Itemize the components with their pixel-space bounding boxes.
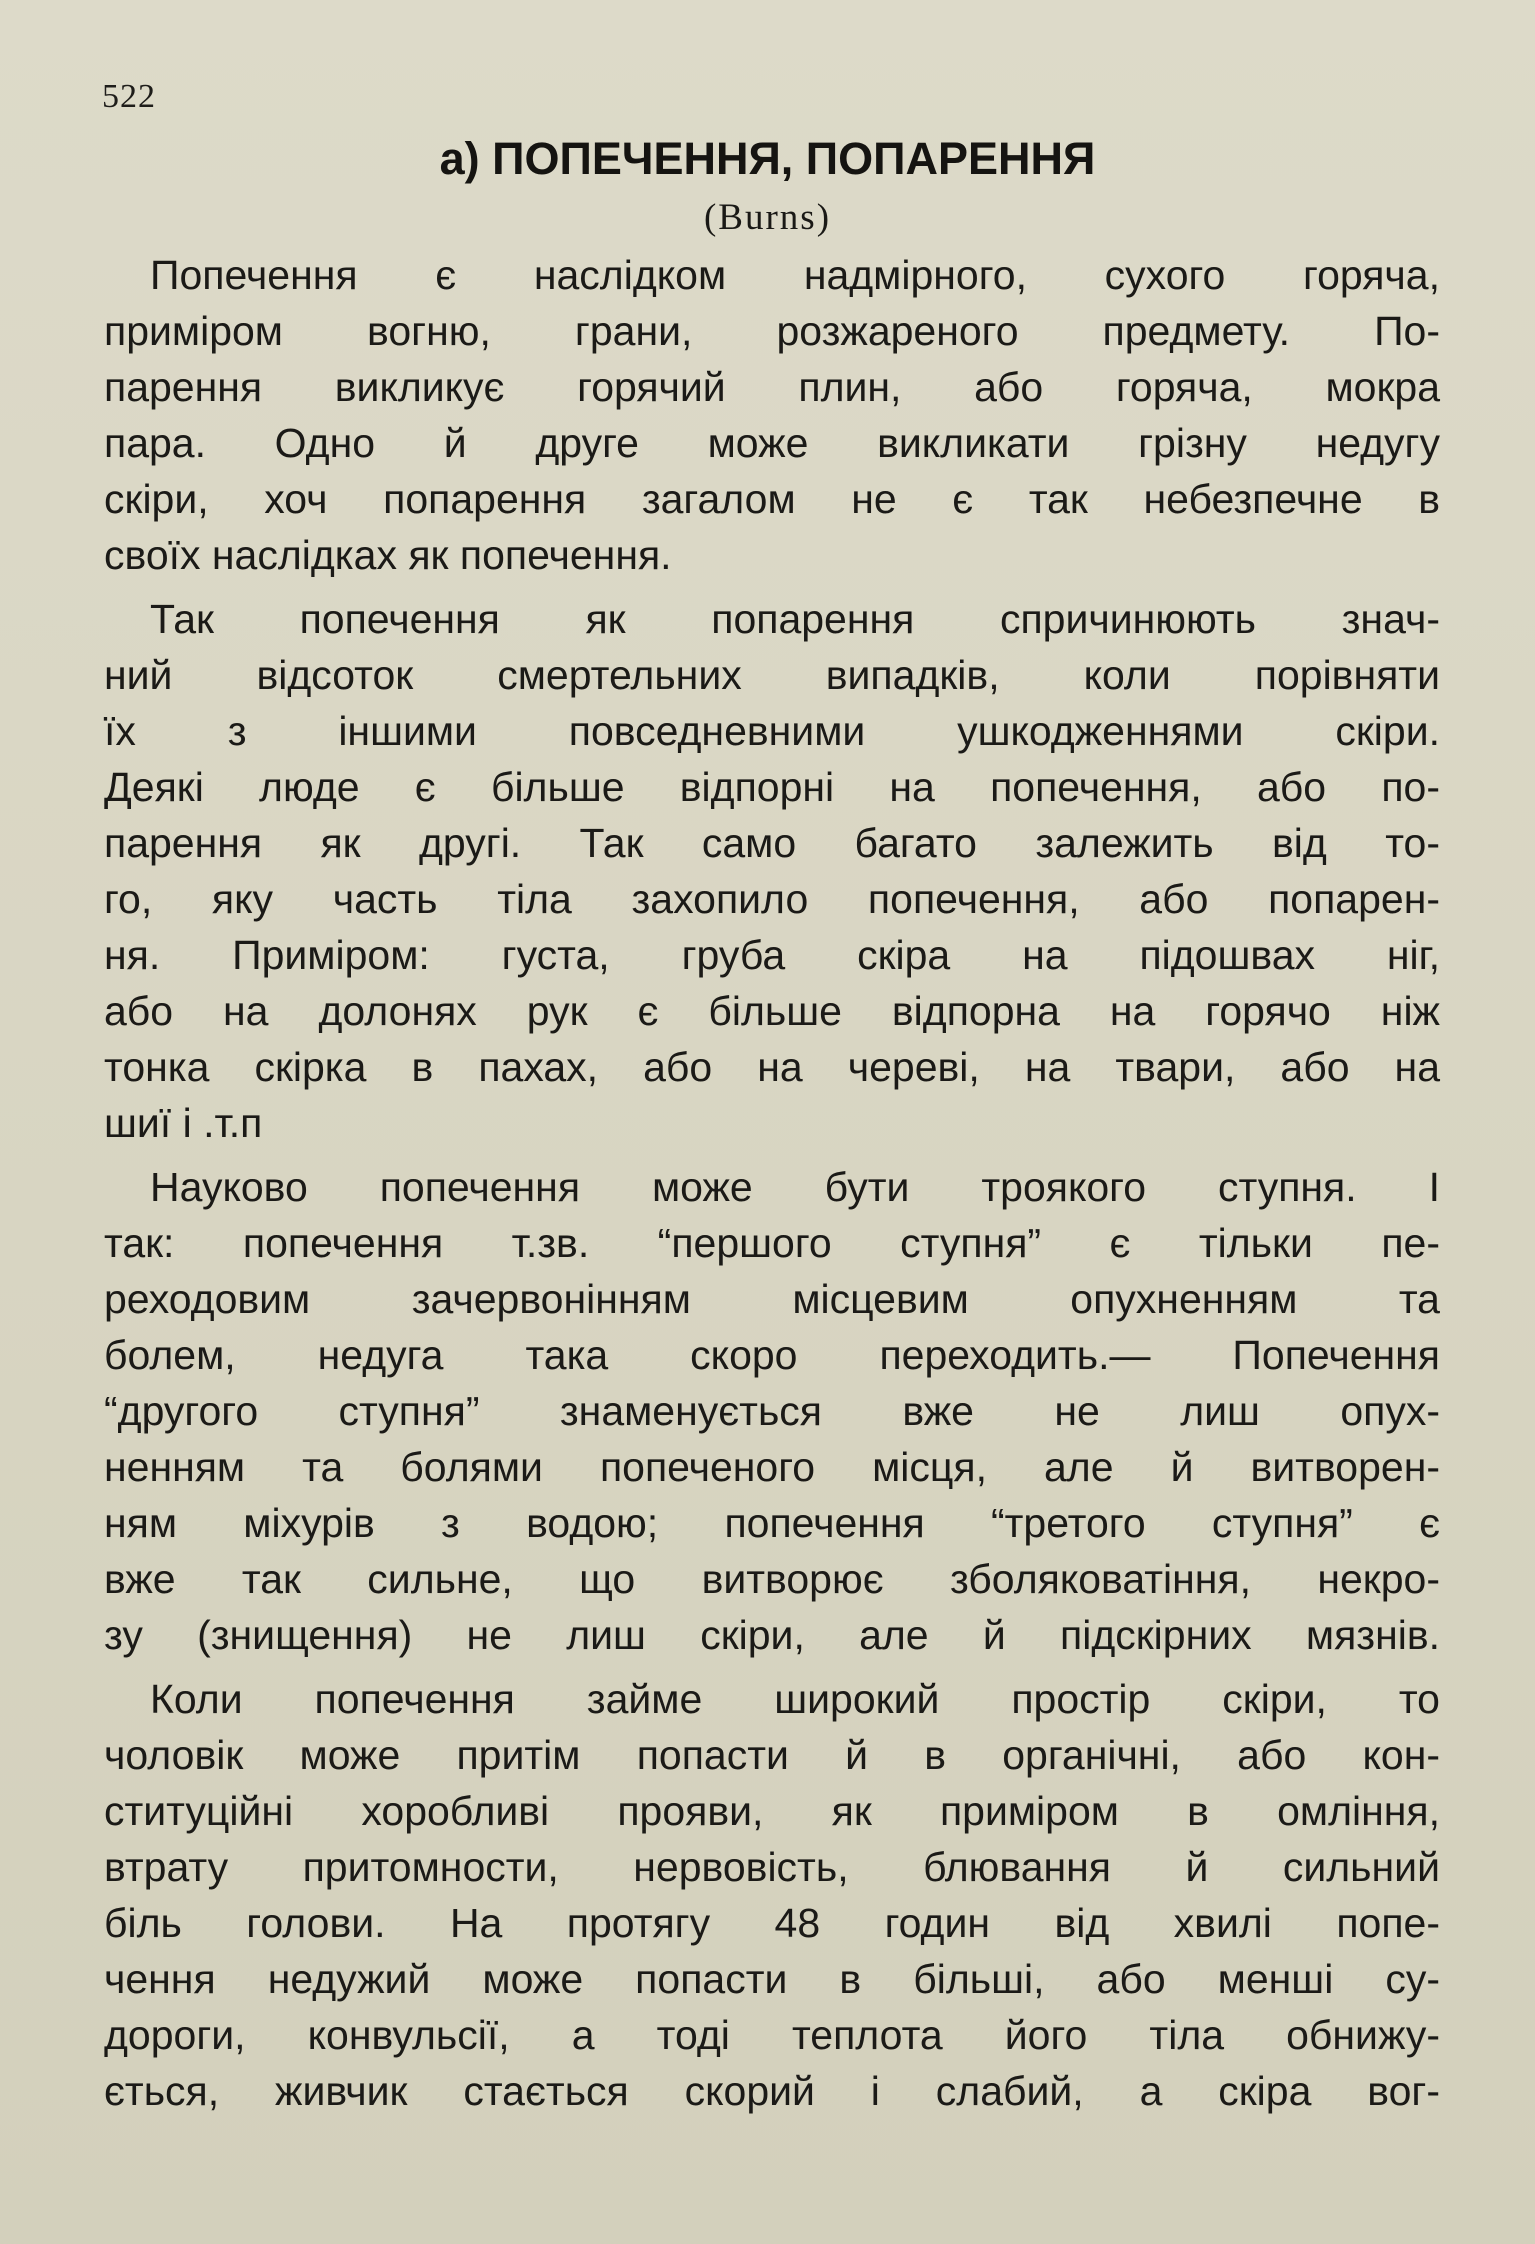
text-line: болем, недуга така скоро переходить.— Попечення: [104, 1332, 1440, 1378]
text-line: скіри, хоч попарення загалом не є так небезпечне в: [104, 476, 1440, 522]
text-line: чення недужий може попасти в більші, або менші су-: [104, 1956, 1440, 2002]
paragraph-gap: [104, 583, 1440, 591]
text-line: Коли попечення займе широкий простір скіри, то: [150, 1676, 1440, 1722]
text-line: своїх наслідках як попечення.: [104, 532, 672, 578]
text-line: Деякі люде є більше відпорні на попечення, або по-: [104, 764, 1440, 810]
paragraph-gap: [104, 1151, 1440, 1159]
paragraph-gap: [104, 1663, 1440, 1671]
text-line: ний відсоток смертельних випадків, коли порівняти: [104, 652, 1440, 698]
text-line: вже так сильне, що витворює зболяковатіння, некро-: [104, 1556, 1440, 1602]
text-line: ня. Приміром: густа, груба скіра на підошвах ніг,: [104, 932, 1440, 978]
text-line: зу (знищення) не лиш скіри, але й підскірних мязнів.: [104, 1612, 1440, 1658]
text-line: дороги, конвульсії, а тоді теплота його тіла обнижу-: [104, 2012, 1440, 2058]
page-number: 522: [102, 78, 156, 115]
text-line: або на долонях рук є більше відпорна на горячо ніж: [104, 988, 1440, 1034]
text-line: “другого ступня” знаменується вже не лиш опух-: [104, 1388, 1440, 1434]
text-line: парення викликує горячий плин, або горяча, мокра: [104, 364, 1440, 410]
text-line: так: попечення т.зв. “першого ступня” є тільки пе-: [104, 1220, 1440, 1266]
text-line: Науково попечення може бути троякого ступня. І: [150, 1164, 1440, 1210]
text-line: ється, живчик стається скорий і слабий, а скіра вог-: [104, 2068, 1440, 2114]
text-line: пара. Одно й друге може викликати грізну недугу: [104, 420, 1440, 466]
text-line: Так попечення як попарення спричинюють знач-: [150, 596, 1440, 642]
text-line: ням міхурів з водою; попечення “третого ступня” є: [104, 1500, 1440, 1546]
text-line: біль голови. На протягу 48 годин від хвилі попе-: [104, 1900, 1440, 1946]
text-line: реходовим зачервонінням місцевим опухненням та: [104, 1276, 1440, 1322]
text-line: ненням та болями попеченого місця, але й витворен-: [104, 1444, 1440, 1490]
text-line: шиї і .т.п: [104, 1100, 263, 1146]
text-line: приміром вогню, грани, розжареного предмету. По-: [104, 308, 1440, 354]
text-line: парення як другі. Так само багато залежить від то-: [104, 820, 1440, 866]
text-line: ституційні хоробливі прояви, як приміром в омління,: [104, 1788, 1440, 1834]
section-heading: а) ПОПЕЧЕННЯ, ПОПАРЕННЯ: [439, 133, 1096, 184]
body-text: [104, 247, 1440, 2119]
text-line: чоловік може притім попасти й в органічні, або кон-: [104, 1732, 1440, 1778]
section-subheading: (Burns): [703, 197, 832, 238]
text-line: го, яку часть тіла захопило попечення, або попарен-: [104, 876, 1440, 922]
text-line: Попечення є наслідком надмірного, сухого горяча,: [150, 252, 1440, 298]
text-line: втрату притомности, нервовість, блювання й сильний: [104, 1844, 1440, 1890]
text-line: тонка скірка в пахах, або на череві, на твари, або на: [104, 1044, 1440, 1090]
text-line: їх з іншими повседневними ушкодженнями скіри.: [104, 708, 1440, 754]
